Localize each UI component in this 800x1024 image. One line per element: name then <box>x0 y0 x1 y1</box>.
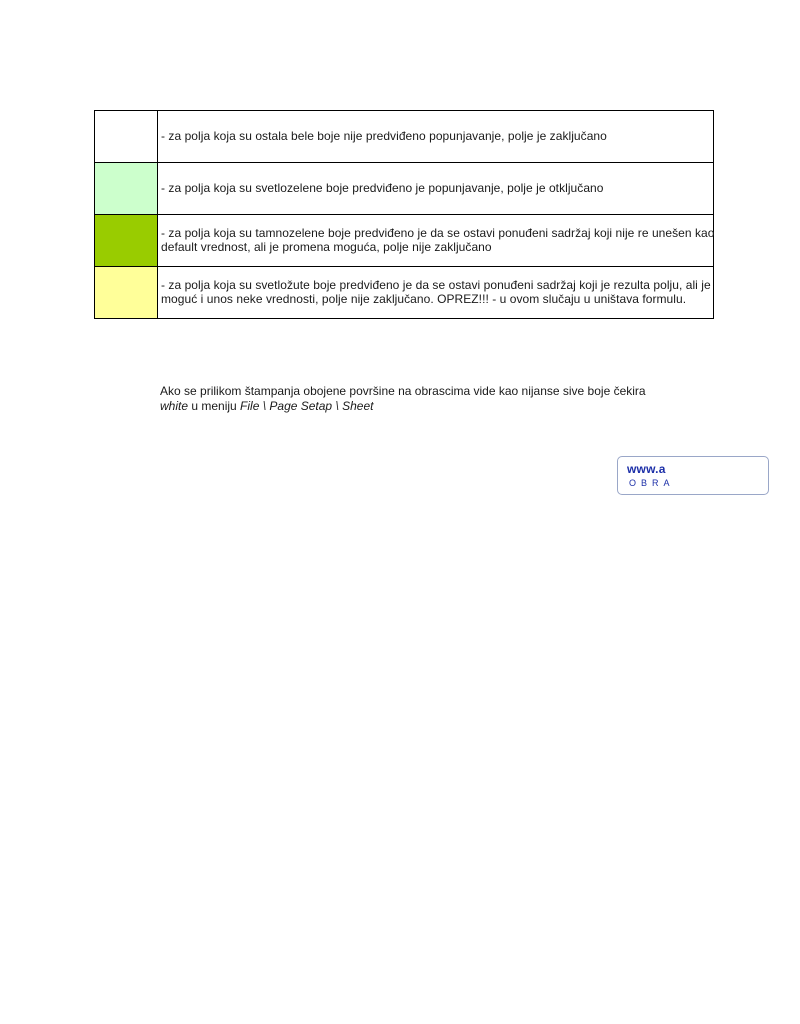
print-note-line1: Ako se prilikom štampanja obojene površine na obrascima vide kao nijanse sive boje čekira <box>160 384 646 398</box>
legend-text-light-green: - za polja koja su svetlozelene boje predviđeno je popunjavanje, polje je otključano <box>161 180 604 195</box>
legend-row-light-yellow <box>95 267 714 319</box>
legend-desc-white <box>158 111 714 163</box>
legend-desc-light-yellow <box>158 267 714 319</box>
legend-text-white: - za polja koja su ostala bele boje nije predviđeno popunjavanje, polje je zaključano <box>161 128 607 143</box>
swatch-white <box>95 111 158 163</box>
site-logo[interactable] <box>617 456 769 495</box>
legend-row-light-green <box>95 163 714 215</box>
swatch-light-yellow <box>95 267 158 319</box>
legend-desc-light-green <box>158 163 714 215</box>
print-note-line2 <box>160 399 800 414</box>
legend-row-dark-green <box>95 215 714 267</box>
print-note-mid: u meniju <box>188 398 241 413</box>
logo-subtitle: OBRA <box>629 478 675 488</box>
legend-row-white <box>95 111 714 163</box>
legend-text-light-yellow: - za polja koja su svetložute boje predviđeno je da se ostavi ponuđeni sadržaj koji je rezulta polju, ali je moguć i unos neke vrednosti, polje nije zaključano. OPREZ!!! - u ovom slučaju u uništava formulu. <box>161 278 711 306</box>
legend-text-dark-green: - za polja koja su tamnozelene boje predviđeno je da se ostavi ponuđeni sadržaj koji nije re unešen kao default vrednost, ali je promena moguća, polje nije zaključano <box>161 226 715 254</box>
print-note-white: white <box>160 398 189 413</box>
swatch-dark-green <box>95 215 158 267</box>
swatch-light-green <box>95 163 158 215</box>
legend-desc-dark-green <box>158 215 714 267</box>
color-legend-table <box>94 110 714 319</box>
logo-url: www.a <box>627 462 666 476</box>
print-note-menu-path: File \ Page Setap \ Sheet <box>240 398 374 413</box>
print-note <box>160 384 800 413</box>
